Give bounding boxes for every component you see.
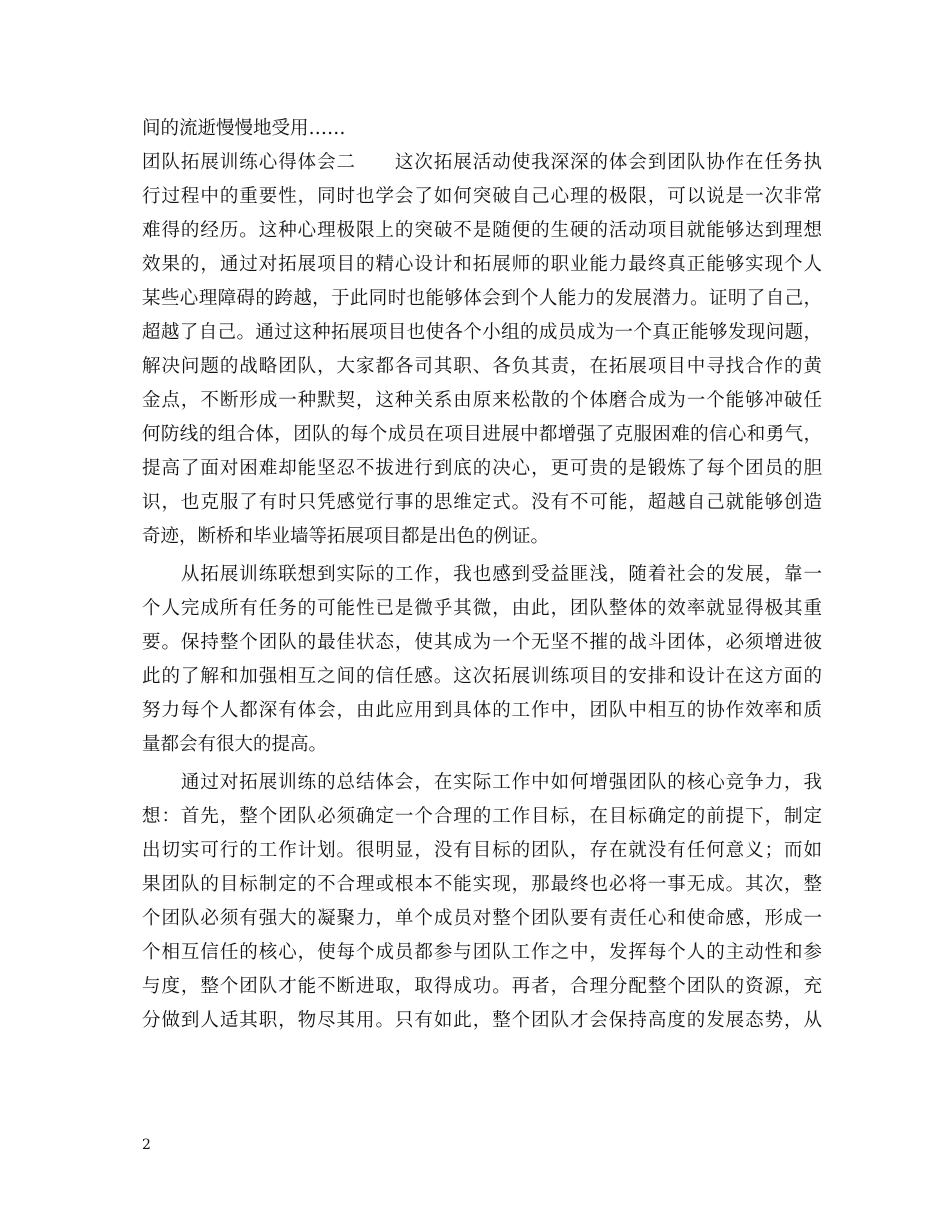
text-line: 提高了面对困难却能坚忍不拔进行到底的决心，更可贵的是锻炼了每个团员的胆 — [142, 458, 822, 479]
text-line: 间的流逝慢慢地受用…… — [142, 118, 346, 139]
text-line: 要。保持整个团队的最佳状态，使其成为一个无坚不摧的战斗团体，必须增进彼 — [142, 632, 822, 653]
text-line: 行过程中的重要性，同时也学会了如何突破自己心理的极限，可以说是一次非常 — [142, 186, 822, 207]
text-line: 想：首先，整个团队必须确定一个合理的工作目标，在目标确定的前提下，制定 — [142, 806, 822, 827]
text-line: 个人完成所有任务的可能性已是微乎其微，由此，团队整体的效率就显得极其重 — [142, 598, 822, 619]
text-line: 奇迹，断桥和毕业墙等拓展项目都是出色的例证。 — [142, 526, 550, 547]
text-line: 果团队的目标制定的不合理或根本不能实现，那最终也必将一事无成。其次，整 — [142, 874, 822, 895]
text-line: 效果的，通过对拓展项目的精心设计和拓展师的职业能力最终真正能够实现个人 — [142, 254, 822, 275]
text-line: 出切实可行的工作计划。很明显，没有目标的团队，存在就没有任何意义；而如 — [142, 840, 822, 861]
page-number: 2 — [142, 1137, 151, 1153]
text-line: 此的了解和加强相互之间的信任感。这次拓展训练项目的安排和设计在这方面的 — [142, 666, 822, 687]
text-line: 超越了自己。通过这种拓展项目也使各个小组的成员成为一个真正能够发现问题， — [142, 322, 822, 343]
text-line: 解决问题的战略团队，大家都各司其职、各负其责，在拓展项目中寻找合作的黄 — [142, 356, 822, 377]
text-line: 团队拓展训练心得体会二 这次拓展活动使我深深的体会到团队协作在任务执 — [142, 152, 822, 173]
text-line: 通过对拓展训练的总结体会，在实际工作中如何增强团队的核心竞争力，我 — [142, 772, 822, 793]
text-line: 识，也克服了有时只凭感觉行事的思维定式。没有不可能，超越自己就能够创造 — [142, 492, 822, 513]
text-line: 某些心理障碍的跨越，于此同时也能够体会到个人能力的发展潜力。证明了自己， — [142, 288, 822, 309]
text-line: 金点，不断形成一种默契，这种关系由原来松散的个体磨合成为一个能够冲破任 — [142, 390, 822, 411]
text-line: 个团队必须有强大的凝聚力，单个成员对整个团队要有责任心和使命感，形成一 — [142, 908, 822, 929]
text-line: 何防线的组合体，团队的每个成员在项目进展中都增强了克服困难的信心和勇气， — [142, 424, 822, 445]
text-line: 个相互信任的核心，使每个成员都参与团队工作之中，发挥每个人的主动性和参 — [142, 942, 822, 963]
text-line: 努力每个人都深有体会，由此应用到具体的工作中，团队中相互的协作效率和质 — [142, 700, 822, 721]
text-line: 与度，整个团队才能不断进取，取得成功。再者，合理分配整个团队的资源，充 — [142, 976, 822, 997]
text-line: 分做到人适其职，物尽其用。只有如此，整个团队才会保持高度的发展态势，从 — [142, 1010, 822, 1031]
text-line: 难得的经历。这种心理极限上的突破不是随便的生硬的活动项目就能够达到理想 — [142, 220, 822, 241]
text-line: 从拓展训练联想到实际的工作，我也感到受益匪浅，随着社会的发展，靠一 — [142, 564, 822, 585]
document-body — [142, 112, 822, 1038]
text-line: 量都会有很大的提高。 — [142, 734, 328, 755]
